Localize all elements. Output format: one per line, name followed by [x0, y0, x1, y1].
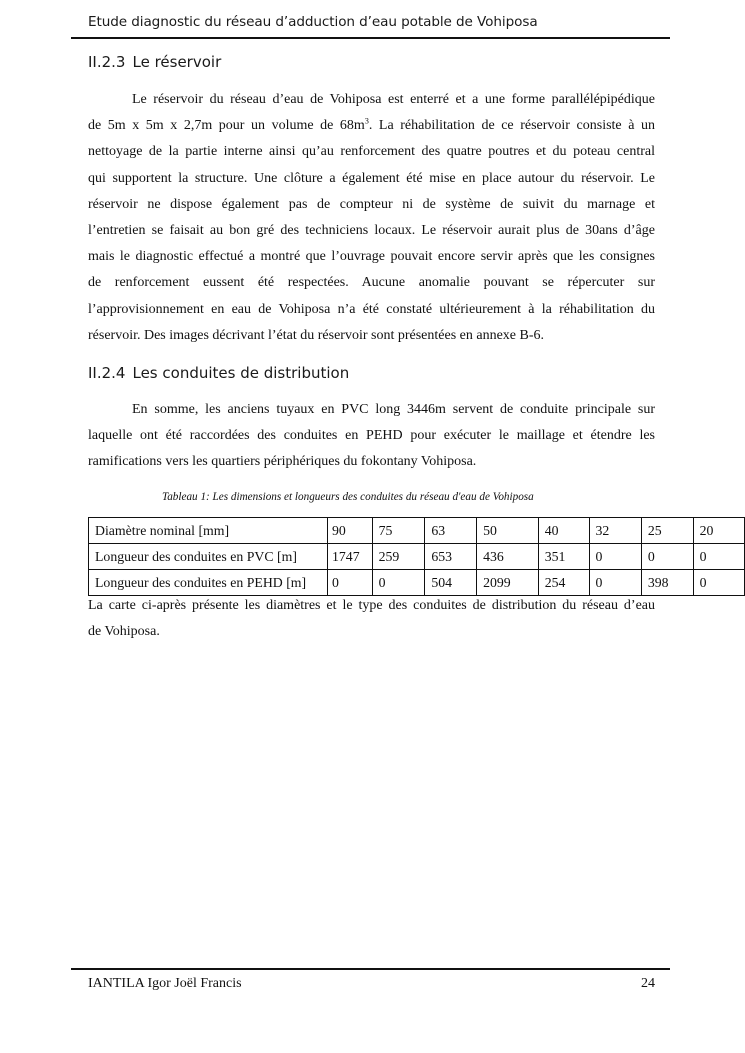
- table-cell: 0: [693, 570, 744, 596]
- table-cell: 351: [538, 544, 589, 570]
- paragraph-line: l’entretien se faisait au bon gré des techniciens locaux. Le réservoir aurait plus de 30ans d’âge: [88, 222, 655, 238]
- paragraph-line: La carte ci-après présente les diamètres et le type des conduites de distribution du réseau d’eau: [88, 598, 655, 613]
- heading-reservoir-number: II.2.3: [88, 53, 126, 71]
- paragraph-closing: [88, 593, 655, 645]
- table-cell: 32: [589, 518, 641, 544]
- table-cell: 259: [372, 544, 425, 570]
- page-number: 24: [641, 976, 655, 991]
- paragraph-line: de Vohiposa.: [88, 624, 160, 640]
- table-cell: 1747: [328, 544, 373, 570]
- table-cell: 0: [693, 544, 744, 570]
- table-cell: 50: [477, 518, 539, 544]
- table-cell: 63: [425, 518, 477, 544]
- paragraph-line: l’approvisionnement en eau de Vohiposa n’a été constaté ultérieurement à la réhabilitation du: [88, 301, 655, 317]
- footer-author: IANTILA Igor Joël Francis: [88, 976, 242, 991]
- footer-rule: [71, 968, 670, 970]
- table-cell: 90: [328, 518, 373, 544]
- table-cell: 20: [693, 518, 744, 544]
- paragraph-line: [88, 113, 655, 139]
- paragraph-line: mais le diagnostic effectué a montré que l’ouvrage pouvait encore servir après que les consignes: [88, 249, 655, 265]
- paragraph-line: nettoyage de la partie interne ainsi qu’au renforcement des quatre poutres et du poteau central: [88, 144, 655, 160]
- table-cell: 75: [372, 518, 425, 544]
- table-cell: 653: [425, 544, 477, 570]
- table-caption: Tableau 1: Les dimensions et longueurs des conduites du réseau d'eau de Vohiposa: [162, 491, 534, 503]
- table-row-label: Longueur des conduites en PEHD [m]: [89, 570, 328, 596]
- heading-conduites-number: II.2.4: [88, 364, 126, 382]
- paragraph-line: En somme, les anciens tuyaux en PVC long 3446m servent de conduite principale sur: [132, 402, 655, 417]
- paragraph-line: ramifications vers les quartiers périphériques du fokontany Vohiposa.: [88, 454, 477, 470]
- table-cell: 254: [538, 570, 589, 596]
- volume-text-rest: . La réhabilitation de ce réservoir consiste à un: [368, 118, 655, 134]
- table-cell: 504: [425, 570, 477, 596]
- heading-conduites: [88, 364, 349, 382]
- table-row: [89, 570, 745, 596]
- header-rule: [71, 37, 670, 39]
- table-row-label: Diamètre nominal [mm]: [89, 518, 328, 544]
- table-cell: 25: [641, 518, 693, 544]
- running-header-title: Etude diagnostic du réseau d’adduction d’eau potable de Vohiposa: [88, 14, 538, 30]
- table-cell: 0: [641, 544, 693, 570]
- heading-conduites-title: Les conduites de distribution: [132, 364, 350, 382]
- paragraph-line: Le réservoir du réseau d’eau de Vohiposa est enterré et a une forme parallélépipédique: [132, 92, 655, 107]
- paragraph-line: réservoir ne dispose également pas de compteur ni de système de suivit du marnage et: [88, 196, 655, 212]
- dimensions-table: [88, 517, 745, 596]
- table-row-label: Longueur des conduites en PVC [m]: [89, 544, 328, 570]
- table-cell: 2099: [477, 570, 539, 596]
- table-cell: 0: [328, 570, 373, 596]
- paragraph-line: qui supportent la structure. Une clôture a également été mise en place autour du réservoir. Le: [88, 170, 655, 186]
- table-cell: 398: [641, 570, 693, 596]
- table-row: [89, 518, 745, 544]
- paragraph-reservoir: [88, 87, 655, 349]
- paragraph-line: réservoir. Des images décrivant l’état du réservoir sont présentées en annexe B-6.: [88, 327, 544, 343]
- paragraph-conduites: [88, 397, 655, 476]
- table-cell: 40: [538, 518, 589, 544]
- table-row: [89, 544, 745, 570]
- table-cell: 0: [589, 570, 641, 596]
- paragraph-line: laquelle ont été raccordées des conduites en PEHD pour exécuter le maillage et étendre les: [88, 428, 655, 444]
- table-cell: 0: [372, 570, 425, 596]
- table-cell: 436: [477, 544, 539, 570]
- heading-reservoir-title: Le réservoir: [132, 53, 222, 71]
- volume-text: de 5m x 5m x 2,7m pour un volume de 68m: [88, 118, 365, 134]
- superscript-exponent: 3: [364, 116, 369, 126]
- table-cell: 0: [589, 544, 641, 570]
- paragraph-line: de renforcement eussent été respectées. Aucune anomalie pouvant se répercuter sur: [88, 275, 655, 291]
- heading-reservoir: [88, 53, 221, 71]
